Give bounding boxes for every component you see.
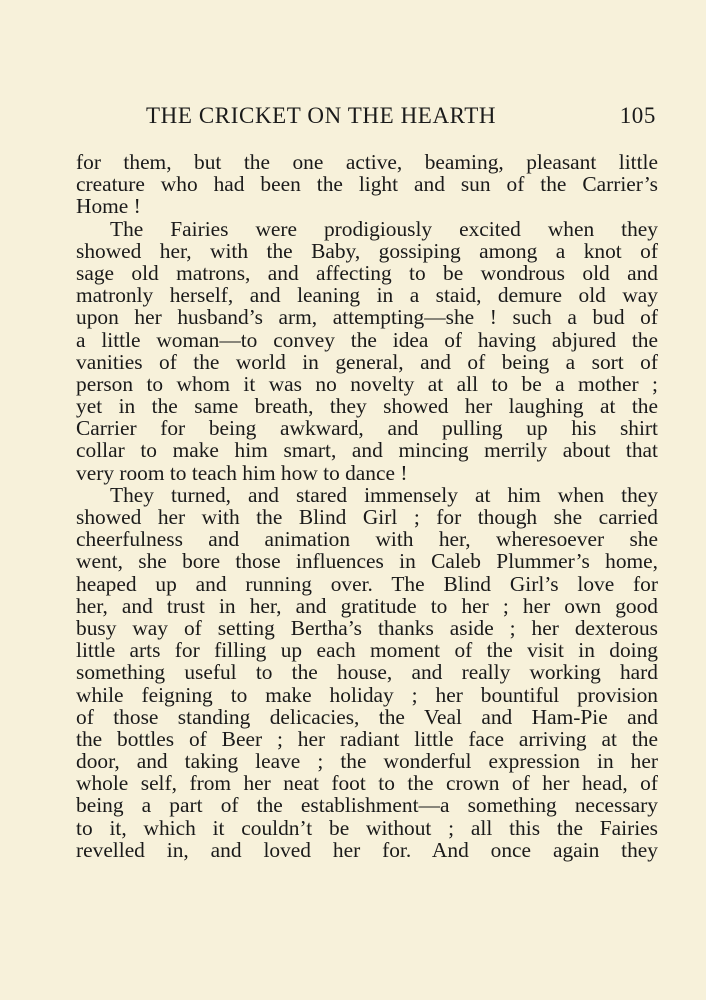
text-line: yet in the same breath, they showed her laughing at the [76,394,658,419]
text-line: went, she bore those influences in Caleb Plummer’s home, [76,549,658,574]
text-line: collar to make him smart, and mincing merrily about that [76,438,658,463]
running-head [146,101,656,131]
text-line: Carrier for being awkward, and pulling up his shirt [76,416,658,441]
text-line: vanities of the world in general, and of being a sort of [76,349,658,374]
text-line: her, and trust in her, and gratitude to her ; her own good [76,593,658,618]
text-line: sage old matrons, and affecting to be wondrous old and [76,260,658,285]
running-title: THE CRICKET ON THE HEARTH [146,103,497,128]
text-line: door, and taking leave ; the wonderful expression in her [76,749,658,774]
text-line: creature who had been the light and sun of the Carrier’s [76,172,658,197]
text-line: for them, but the one active, beaming, pleasant little [76,150,658,174]
text-line: They turned, and stared immensely at him when they [110,482,658,507]
text-line: whole self, from her neat foot to the crown of her head, of [76,771,658,796]
text-line: showed her, with the Baby, gossiping among a knot of [76,238,658,263]
page-number: 105 [619,103,656,128]
text-line: to it, which it couldn’t be without ; all this the Fairies [76,815,658,840]
text-line: something useful to the house, and really working hard [76,660,658,685]
text-line: person to whom it was no novelty at all to be a mother ; [76,371,658,396]
text-line: busy way of setting Bertha’s thanks aside ; her dexterous [76,615,658,640]
text-line: cheerfulness and animation with her, wheresoever she [76,527,658,552]
text-line: of those standing delicacies, the Veal and Ham-Pie and [76,704,658,729]
text-line: the bottles of Beer ; her radiant little face arriving at the [76,726,658,751]
text-line: while feigning to make holiday ; her bountiful provision [76,682,658,707]
text-line: upon her husband’s arm, attempting—she ! such a bud of [76,305,658,330]
text-line: revelled in, and loved her for. And once again they [76,837,658,862]
text-line: heaped up and running over. The Blind Girl’s love for [76,571,658,596]
text-line: being a part of the establishment—a something necessary [76,793,658,818]
text-line: Home ! [76,194,141,219]
text-line: a little woman—to convey the idea of having abjured the [76,327,658,352]
body-text [76,151,658,861]
text-line: little arts for filling up each moment of the visit in doing [76,638,658,663]
text-line: very room to teach him how to dance ! [76,460,408,485]
text-line: showed her with the Blind Girl ; for though she carried [76,505,658,529]
text-line: The Fairies were prodigiously excited when they [110,216,658,241]
text-line: matronly herself, and leaning in a staid, demure old way [76,283,658,308]
